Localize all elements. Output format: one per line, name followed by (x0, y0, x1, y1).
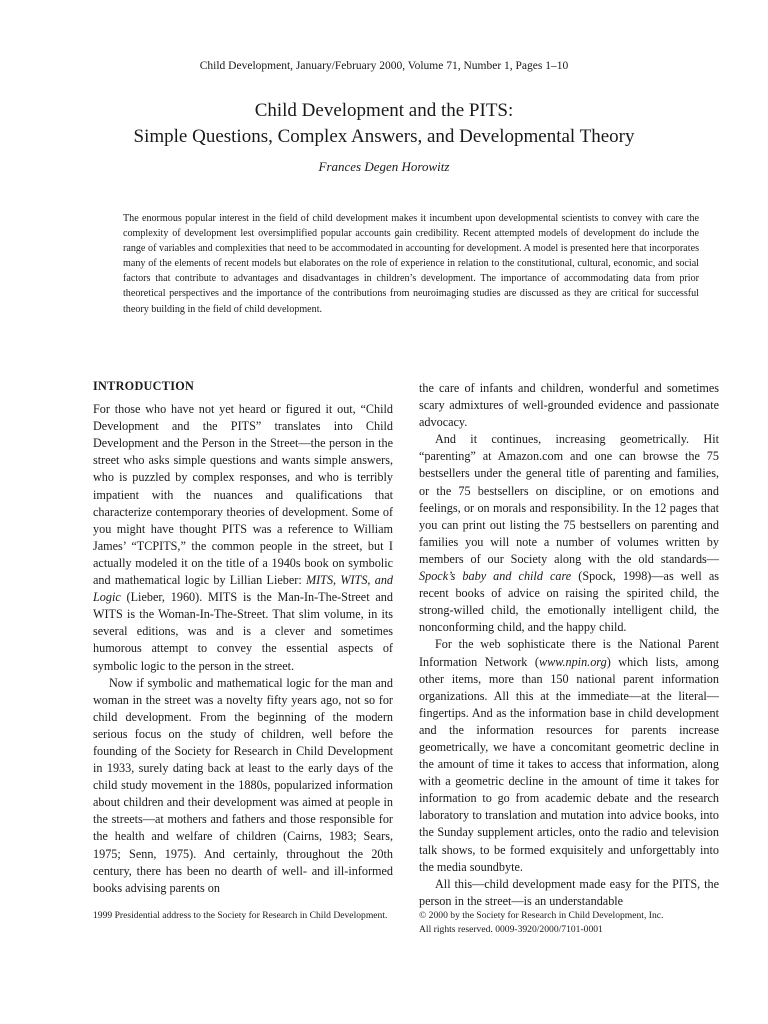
article-title (0, 98, 768, 150)
right-column (419, 380, 719, 910)
website-link: www.npin.org (538, 654, 607, 669)
paragraph (419, 636, 719, 875)
paragraph: Now if symbolic and mathematical logic for the man and woman in the street was a novelty fifty years ago, not so for child development. From the beginning of the modern serious focus on the study of children, well before the founding of the Society for Research in Child Development in 1933, surely dating back at least to the early days of the child study movement in the 1880s, popularized information about children and their development was aimed at people in the streets—at mothers and fathers and those responsible for the health and welfare of children (Cairns, 1983; Sears, 1975; Senn, 1975). And certainly, throughout the 20th century, there has been no dearth of well- and ill-informed books advising parents on (93, 675, 393, 895)
left-column (93, 378, 393, 897)
copyright-line: © 2000 by the Society for Research in Child Development, Inc. (419, 910, 664, 921)
copyright-notice (419, 909, 724, 937)
section-heading-introduction: INTRODUCTION (93, 379, 195, 393)
abstract: The enormous popular interest in the field of child development makes it incumbent upon developmental scientists to convey with care the complexity of development lest oversimplified popular accounts gain credibility. Recent attempted models of development do include the range of variables and complexities that need to be accommodated in accounting for development. A model is presented here that incorporates many of the elements of recent models but elaborates on the role of experience in relation to the constitutional, cultural, economic, and social factors that contribute to advantages and disadvantages in children’s development. The importance of accommodating data from prior theoretical perspectives and the importance of the contributions from neuroimaging studies are discussed as they are critical for successful theory building in the field of child development. (123, 213, 699, 315)
paragraph (419, 431, 719, 636)
paragraph-text: (Spock, 1998)—as well as recent books of advice on raising the spirited child, the strong-willed child, the emotionally intelligent child, the nonconforming child, and the happy child. (419, 569, 720, 635)
paragraph-text: ) which lists, among other items, more than 150 national parent information organizations. All this at the immediate—at the literal—fingertips. And as the information base in child development and the information resources for parents increase geometrically, we have a concomitant geometric decline in the amount of time it takes to access that information, along with a geometric decline in the amount of time it takes for information to go from academic debate and the research laboratory to translation and mutation into advice books, into the Sunday supplement articles, onto the radio and television talk shows, to be formed exquisitely and unforgettably into the media soundbyte. (419, 654, 719, 874)
paragraph-text: And it continues, increasing geometrically. Hit “parenting” at Amazon.com and one can browse the 75 bestsellers under the general title of parenting and families, or the 75 bestsellers on discipline, or on emotions and feelings, or on morals and responsibility. In the 12 pages that you can print out listing the 75 bestsellers on parenting and families you will note a number of volumes written by members of our Society along with the old standards— (419, 432, 719, 566)
paragraph: the care of infants and children, wonderful and sometimes scary admixtures of well-grounded evidence and passionate advocacy. (419, 381, 719, 430)
title-line-1: Child Development and the PITS: (254, 100, 514, 121)
rights-line: All rights reserved. 0009-3920/2000/7101-0001 (419, 924, 603, 935)
paragraph-text: For those who have not yet heard or figured it out, “Child Development and the PITS” translates into Child Development and the Person in the Street—the person in the street who asks simple questions and wants simple answers, who is puzzled by complex responses, and who is terribly impatient with the nuances and qualifications that characterize contemporary theories of development. Some of you might have thought PITS was a reference to William James’ “TCPITS,” the common people in the street, but I actually modeled it on the title of a 1940s book on symbolic and mathematical logic by Lillian Lieber: (93, 402, 393, 588)
book-title: MITS, WITS, and Logic (93, 573, 394, 605)
paragraph (93, 401, 393, 675)
book-title: Spock’s baby and child care (419, 569, 572, 584)
title-line-2: Simple Questions, Complex Answers, and Developmental Theory (133, 126, 635, 147)
footnote-presidential-address: 1999 Presidential address to the Society for Research in Child Development. (93, 910, 388, 921)
author-name: Frances Degen Horowitz (318, 159, 450, 174)
paragraph: All this—child development made easy for the PITS, the person in the street—is an understandable (419, 876, 719, 908)
paragraph-text: For the web sophisticate there is the National Parent Information Network ( (419, 637, 719, 669)
paragraph-text: (Lieber, 1960). MITS is the Man-In-The-Street and WITS is the Woman-In-The-Street. That slim volume, in its several editions, was and is a clever and sometimes humorous attempt to convey the essential aspects of symbolic logic to the person in the street. (93, 590, 393, 673)
running-head: Child Development, January/February 2000, Volume 71, Number 1, Pages 1–10 (199, 60, 569, 72)
